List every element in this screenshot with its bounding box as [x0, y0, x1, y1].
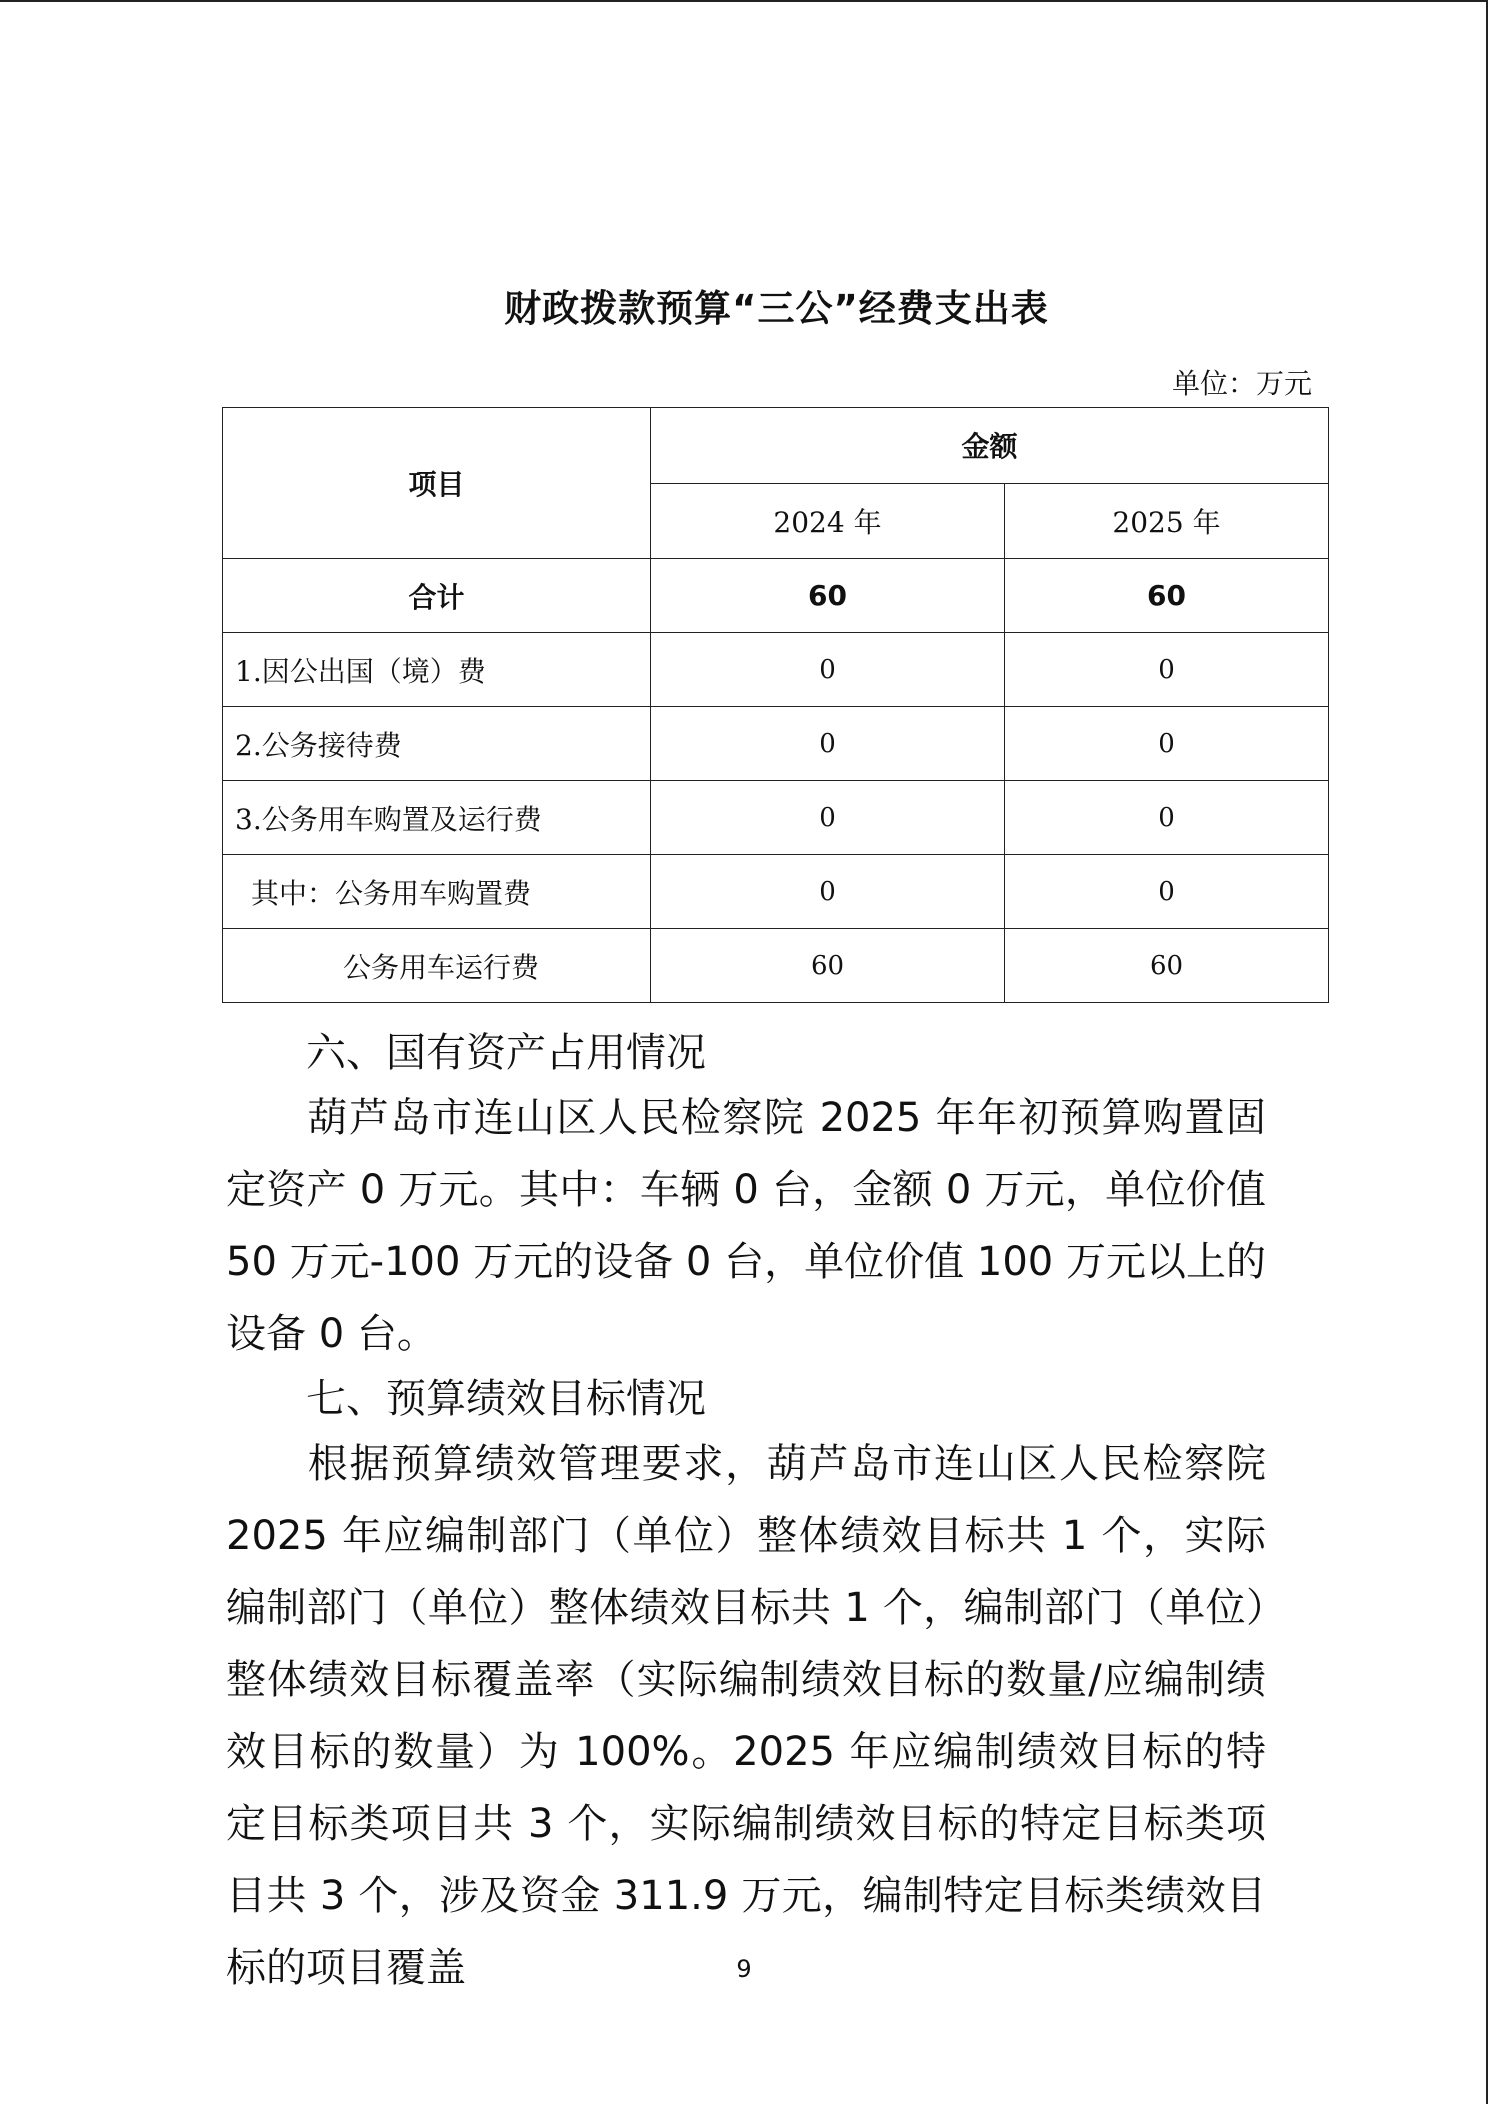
table-row [223, 781, 1329, 855]
table-row [223, 855, 1329, 929]
header-year-2025: 2025 年 [1005, 483, 1329, 559]
header-row-1 [223, 408, 1329, 484]
row-item: 3.公务用车购置及运行费 [223, 781, 651, 855]
section-7-heading: 七、预算绩效目标情况 [306, 1376, 706, 1422]
row-value-2024: 0 [651, 633, 1005, 707]
header-amount: 金额 [651, 408, 1329, 484]
row-value-2025: 0 [1005, 855, 1329, 929]
budget-table [222, 407, 1329, 1003]
table-row [223, 707, 1329, 781]
row-value-2024: 0 [651, 855, 1005, 929]
table-row [223, 633, 1329, 707]
unit-label: 单位：万元 [1171, 367, 1312, 400]
row-item: 2.公务接待费 [223, 707, 651, 781]
header-item: 项目 [223, 408, 651, 559]
row-value-2025: 0 [1005, 781, 1329, 855]
row-value-2024: 60 [651, 929, 1005, 1003]
row-item: 1.因公出国（境）费 [223, 633, 651, 707]
header-year-2024: 2024 年 [651, 483, 1005, 559]
row-value-2024: 0 [651, 707, 1005, 781]
page-border-top [0, 0, 1488, 2]
section-6-heading: 六、国有资产占用情况 [306, 1030, 706, 1076]
row-value-2025: 60 [1005, 929, 1329, 1003]
row-value-2025: 0 [1005, 707, 1329, 781]
row-value-2025: 60 [1005, 559, 1329, 633]
table-title: 财政拨款预算“三公”经费支出表 [504, 287, 1049, 330]
page-number: 9 [736, 1955, 752, 1983]
table-row [223, 929, 1329, 1003]
section-7-paragraph: 根据预算绩效管理要求，葫芦岛市连山区人民检察院 2025 年应编制部门（单位）整体绩效目标共 1 个，实际编制部门（单位）整体绩效目标共 1 个，编制部门（单位）整体绩效目标覆盖率（实际编制绩效目标的数量/应编制绩效目标的数量）为 100%。2025 年应编制绩效目标的特定目标类项目共 3 个，实际编制绩效目标的特定目标类项目共 3 个，涉及资金 311.9 万元，编制特定目标类绩效目标的项目覆盖 [226, 1441, 1266, 1991]
row-item: 合计 [223, 559, 651, 633]
row-value-2024: 0 [651, 781, 1005, 855]
row-item: 其中：公务用车购置费 [223, 855, 651, 929]
table-row [223, 559, 1329, 633]
section-6-paragraph: 葫芦岛市连山区人民检察院 2025 年年初预算购置固定资产 0 万元。其中：车辆 0 台，金额 0 万元，单位价值 50 万元-100 万元的设备 0 台，单位价值 100 万元以上的设备 0 台。 [226, 1095, 1266, 1357]
row-value-2025: 0 [1005, 633, 1329, 707]
row-item: 公务用车运行费 [223, 929, 651, 1003]
row-value-2024: 60 [651, 559, 1005, 633]
